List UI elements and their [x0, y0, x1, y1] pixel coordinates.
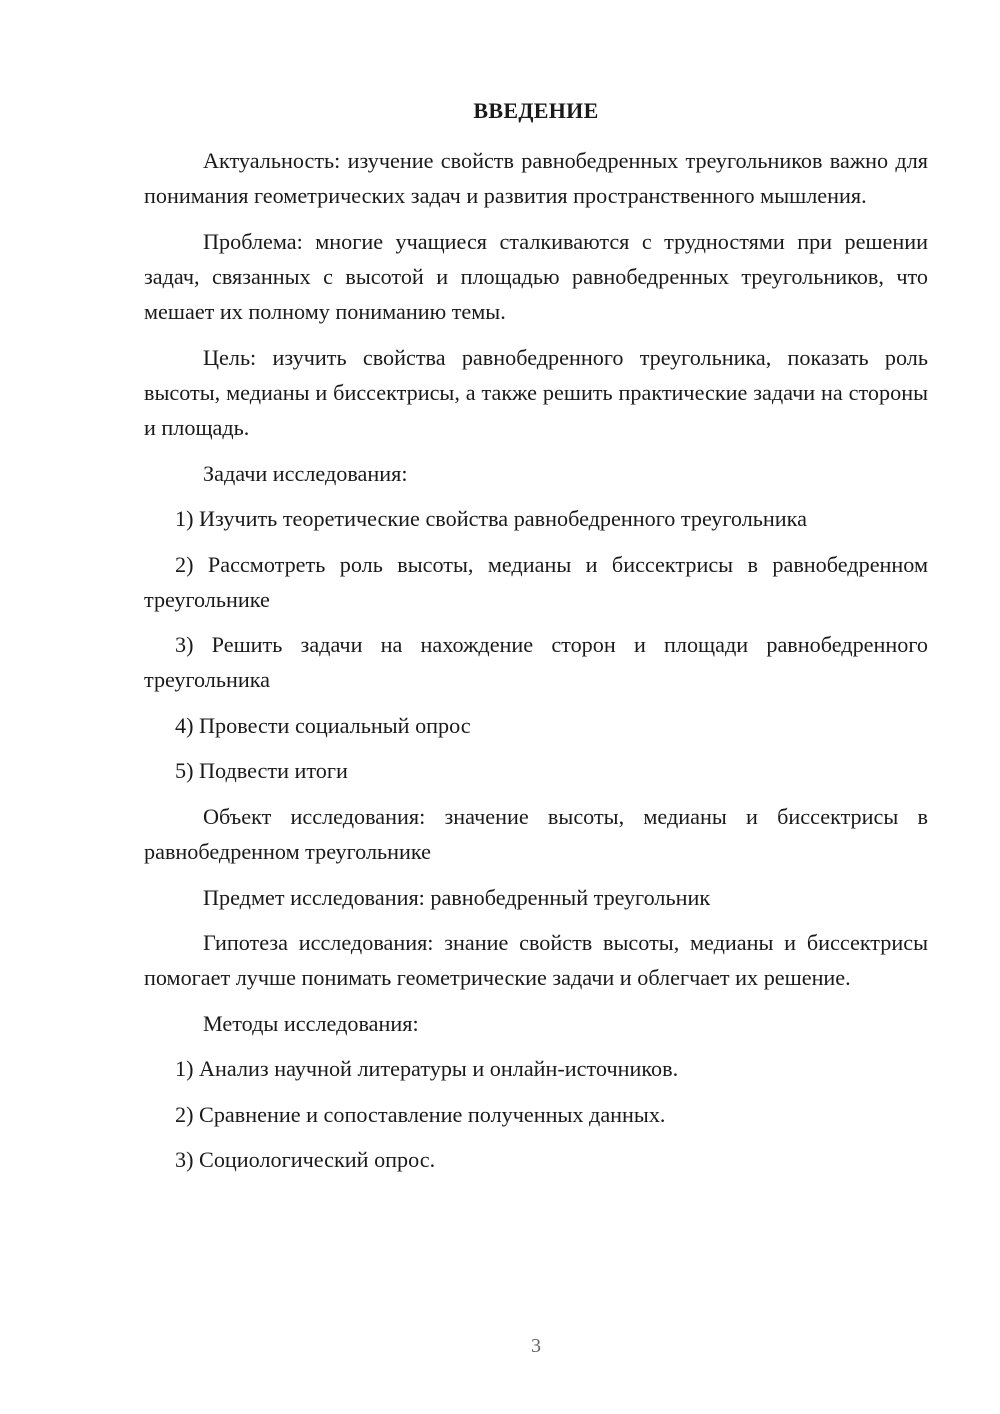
- paragraph-tasks-heading: Задачи исследования:: [203, 460, 408, 486]
- task-item-3: 3) Решить задачи на нахождение сторон и площади равнобедренного треугольника: [144, 632, 928, 693]
- task-item-2: 2) Рассмотреть роль высоты, медианы и биссектрисы в равнобедренном треугольнике: [144, 551, 928, 612]
- section-title: ВВЕДЕНИЕ: [473, 98, 599, 123]
- method-item-2: 2) Сравнение и сопоставление полученных данных.: [175, 1101, 666, 1127]
- method-item-1: 1) Анализ научной литературы и онлайн-источников.: [175, 1056, 679, 1082]
- paragraph-subject: Предмет исследования: равнобедренный треугольник: [203, 884, 711, 910]
- paragraph-goal: Цель: изучить свойства равнобедренного треугольника, показать роль высоты, медианы и биссектрисы, а также решить практические задачи на стороны и площадь.: [144, 344, 928, 441]
- paragraph-hypothesis: Гипотеза исследования: знание свойств высоты, медианы и биссектрисы помогает лучше понимать геометрические задачи и облегчает их решение.: [144, 930, 928, 991]
- paragraph-relevance: Актуальность: изучение свойств равнобедренных треугольников важно для понимания геометрических задач и развития пространственного мышления.: [144, 148, 928, 209]
- page-number: 3: [531, 1335, 541, 1357]
- paragraph-methods-heading: Методы исследования:: [203, 1010, 419, 1036]
- task-item-5: 5) Подвести итоги: [175, 758, 348, 784]
- method-item-3: 3) Социологический опрос.: [175, 1147, 436, 1173]
- paragraph-object: Объект исследования: значение высоты, медианы и биссектрисы в равнобедренном треугольнике: [144, 803, 928, 865]
- task-item-4: 4) Провести социальный опрос: [175, 712, 471, 738]
- body-text: [144, 143, 928, 1188]
- task-item-1: 1) Изучить теоретические свойства равнобедренного треугольника: [175, 506, 807, 532]
- paragraph-problem: Проблема: многие учащиеся сталкиваются с трудностями при решении задач, связанных с высотой и площадью равнобедренных треугольников, что мешает их полному пониманию темы.: [144, 228, 928, 325]
